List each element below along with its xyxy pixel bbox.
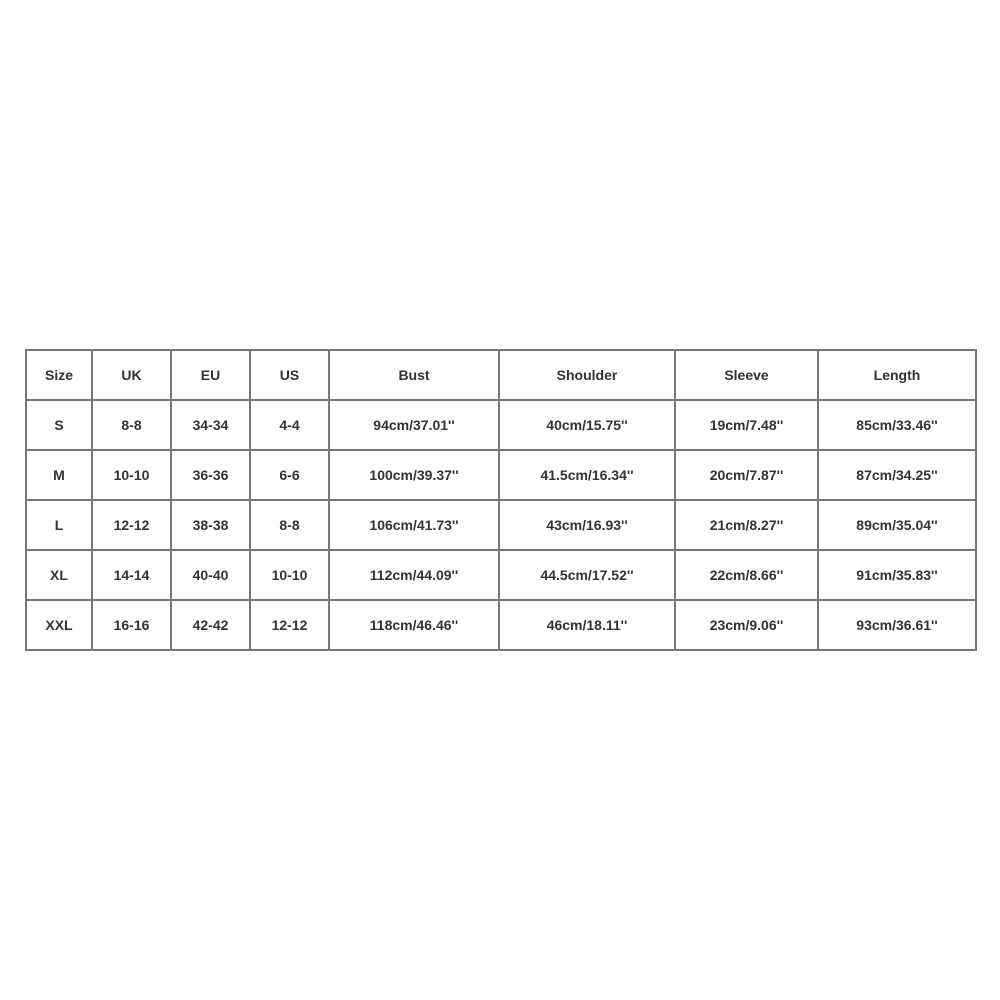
cell-eu: 40-40 [171,550,250,600]
cell-sleeve: 23cm/9.06'' [675,600,818,650]
cell-length: 85cm/33.46'' [818,400,976,450]
header-uk: UK [92,350,171,400]
header-size: Size [26,350,92,400]
table-row [26,600,976,650]
size-chart-table [25,349,977,651]
table-row [26,550,976,600]
cell-eu: 38-38 [171,500,250,550]
cell-sleeve: 21cm/8.27'' [675,500,818,550]
cell-size: M [26,450,92,500]
cell-bust: 94cm/37.01'' [329,400,499,450]
cell-shoulder: 40cm/15.75'' [499,400,675,450]
cell-size: XXL [26,600,92,650]
cell-uk: 10-10 [92,450,171,500]
cell-shoulder: 44.5cm/17.52'' [499,550,675,600]
cell-size: S [26,400,92,450]
cell-shoulder: 46cm/18.11'' [499,600,675,650]
cell-bust: 100cm/39.37'' [329,450,499,500]
cell-us: 4-4 [250,400,329,450]
cell-us: 10-10 [250,550,329,600]
header-eu: EU [171,350,250,400]
cell-shoulder: 43cm/16.93'' [499,500,675,550]
table-row [26,400,976,450]
cell-us: 12-12 [250,600,329,650]
cell-eu: 34-34 [171,400,250,450]
cell-bust: 112cm/44.09'' [329,550,499,600]
header-shoulder: Shoulder [499,350,675,400]
cell-size: L [26,500,92,550]
header-length: Length [818,350,976,400]
cell-sleeve: 19cm/7.48'' [675,400,818,450]
cell-bust: 106cm/41.73'' [329,500,499,550]
cell-length: 91cm/35.83'' [818,550,976,600]
cell-uk: 14-14 [92,550,171,600]
cell-length: 87cm/34.25'' [818,450,976,500]
header-us: US [250,350,329,400]
cell-length: 93cm/36.61'' [818,600,976,650]
cell-eu: 36-36 [171,450,250,500]
header-row [26,350,976,400]
cell-length: 89cm/35.04'' [818,500,976,550]
cell-bust: 118cm/46.46'' [329,600,499,650]
header-sleeve: Sleeve [675,350,818,400]
cell-eu: 42-42 [171,600,250,650]
cell-size: XL [26,550,92,600]
cell-sleeve: 20cm/7.87'' [675,450,818,500]
cell-us: 8-8 [250,500,329,550]
cell-uk: 8-8 [92,400,171,450]
header-bust: Bust [329,350,499,400]
cell-uk: 12-12 [92,500,171,550]
cell-uk: 16-16 [92,600,171,650]
table-row [26,500,976,550]
cell-sleeve: 22cm/8.66'' [675,550,818,600]
cell-shoulder: 41.5cm/16.34'' [499,450,675,500]
table-row [26,450,976,500]
cell-us: 6-6 [250,450,329,500]
